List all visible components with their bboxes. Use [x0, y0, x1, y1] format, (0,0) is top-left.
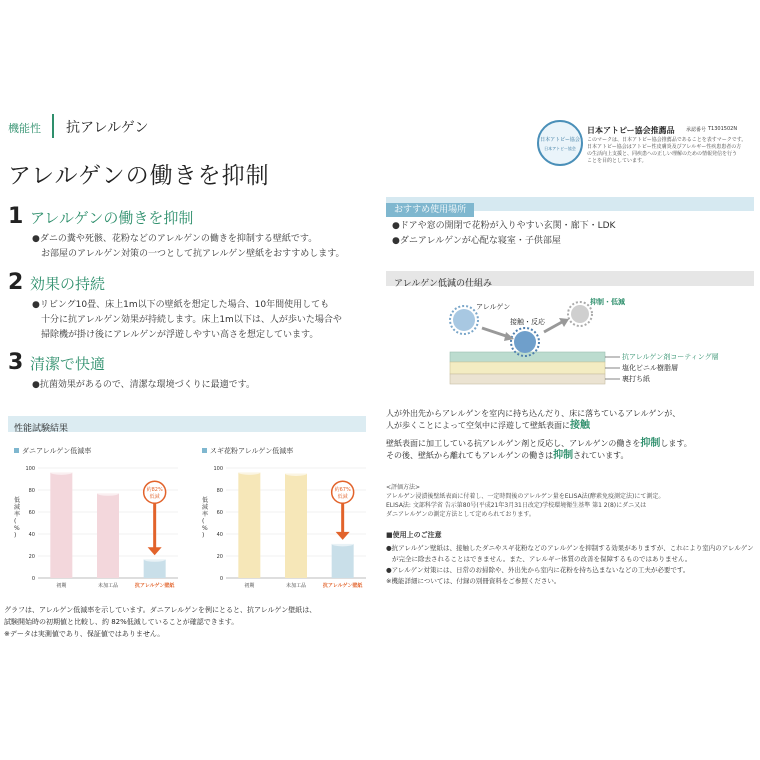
chart-bar: [285, 474, 307, 579]
feature-2: [8, 270, 378, 340]
y-tick-label: 0: [31, 576, 35, 582]
page-subtitle: 抗アレルゲン: [66, 120, 149, 136]
coating-layer: [450, 352, 605, 362]
release-arrow: [544, 322, 562, 332]
recommended-header-label: おすすめ使用場所: [386, 203, 474, 217]
y-axis-label-char: (: [14, 518, 17, 525]
x-tick-label: 初期: [244, 583, 255, 589]
mechanism-diagram: [420, 292, 760, 392]
x-tick-label: 未加工品: [97, 583, 119, 589]
atopy-description: [587, 137, 757, 165]
backing-layer-label: 裏打ち紙: [622, 375, 650, 383]
atopy-desc-line: の生活向上支援と、同疾患への正しい理解のための情報発信を行う: [587, 151, 738, 157]
chart-bar: [97, 493, 119, 578]
explanation-line: [386, 438, 758, 450]
y-axis-label-char: ): [202, 532, 205, 539]
approach-arrow: [482, 328, 506, 336]
backing-layer: [450, 374, 605, 384]
mechanism-header: [386, 271, 754, 289]
recommended-item: ●ダニアレルゲンが心配な寝室・子供部屋: [392, 236, 561, 246]
note-line: グラフは、アレルゲン低減率を示しています。ダニアレルゲンを例にとると、抗アレルゲン壁紙は、: [4, 606, 317, 614]
y-axis-label-char: 低: [14, 497, 21, 504]
atopy-reg-label: 承認番号: [686, 127, 707, 133]
chart-bar-cap: [238, 470, 260, 475]
feature-text: ●リビング10畳、床上1m以下の壁紙を想定した場合、10年間使用しても: [32, 300, 330, 310]
recommended-header: [386, 197, 754, 215]
evaluation-method: [386, 483, 758, 519]
feature-title: 効果の持続: [30, 275, 106, 293]
page-title: アレルゲンの働きを抑制: [8, 163, 270, 189]
explanation-line: 人が外出先からアレルゲンを室内に持ち込んだり、床に落ちているアレルゲンが、: [386, 409, 681, 418]
y-tick-label: 80: [216, 488, 223, 494]
atopy-seal-text: 日本アトピー協会: [540, 137, 580, 143]
y-axis-label-char: 低: [202, 497, 209, 504]
y-tick-label: 100: [25, 466, 35, 472]
chart-bar: [144, 559, 166, 578]
chart-bar-cap: [285, 471, 307, 476]
test-results-notes: [4, 604, 376, 640]
caution-title: ■使用上のご注意: [386, 531, 442, 539]
atopy-title: 日本アトピー協会推薦品: [587, 126, 675, 135]
x-tick-label: 初期: [56, 583, 67, 589]
mechanism-explanation: [386, 408, 758, 462]
explanation-text: 壁紙表面に加工している抗アレルゲン剤と反応し、アレルゲンの働きを: [386, 439, 641, 448]
pvc-layer-label: 塩化ビニル樹脂層: [622, 364, 678, 372]
allergen-icon: [450, 306, 478, 334]
explanation-text: 人が歩くことによって空気中に浮遊して壁紙表面に: [386, 421, 570, 430]
feature-title: アレルゲンの働きを抑制: [30, 209, 194, 227]
highlight-suppress: 抑制: [553, 450, 574, 461]
explanation-line: [386, 420, 758, 432]
chart-bar-cap: [50, 470, 72, 475]
chart-bar-cap: [332, 541, 354, 546]
reduction-arrow-head: [148, 547, 162, 555]
caution-line: ※機能詳細については、付録の別冊資料をご参照ください。: [386, 577, 561, 585]
caution-line: ●抗アレルゲン壁紙は、接触したダニやスギ花粉などのアレルゲンを抑制する効果がありますが、これにより室内のアレルゲン: [386, 544, 754, 552]
reduction-badge-value: 約67%: [334, 487, 351, 494]
contact-label: 接触・反応: [510, 318, 545, 326]
atopy-desc-line: このマークは、日本アトピー協会推薦品であることを表すマークです。: [587, 137, 747, 143]
atopy-desc-line: 日本アトピー協会はアトピー性皮膚炎及びアレルギー性疾患患者の方: [587, 144, 742, 150]
feature-text: ●抗菌効果があるので、清潔な環境づくりに最適です。: [32, 380, 255, 390]
caution-line: ●アレルゲン対策には、日常のお掃除や、外出先から室内に花粉を持ち込まないなどの工夫が必要です。: [386, 566, 690, 574]
evaluation-line: アレルゲン浸漬後壁紙表面に付着し、一定時間後のアレルゲン量をELISA法(酵素免疫測定法)にて測定。: [386, 493, 665, 500]
feature-text: ●ダニの糞や死骸、花粉などのアレルゲンの働きを抑制する壁紙です。: [32, 234, 318, 244]
dust-mite-allergen-chart: [8, 440, 188, 600]
reduction-arrow-head: [336, 532, 350, 540]
evaluation-title: <評価方法>: [386, 484, 421, 491]
explanation-text: します。: [660, 439, 692, 448]
chart-bar: [50, 472, 72, 578]
feature-number: 3: [8, 350, 24, 375]
x-tick-label: 抗アレルゲン壁紙: [322, 583, 363, 589]
reduction-badge-suffix: 低減: [149, 494, 160, 501]
cedar-pollen-allergen-chart: [196, 440, 376, 600]
category-label: 機能性: [8, 122, 41, 135]
feature-number: 1: [8, 204, 24, 229]
y-axis-label-char: (: [202, 518, 205, 525]
recommended-item: ●ドアや窓の開閉で花粉が入りやすい玄関・廊下・LDK: [392, 221, 616, 231]
y-axis-label-char: 率: [202, 511, 209, 518]
allergen-label: アレルゲン: [476, 303, 511, 311]
feature-3: [8, 350, 378, 390]
highlight-contact: 接触: [570, 420, 590, 431]
suppress-label: 抑制・低減: [590, 298, 625, 306]
atopy-reg-no: T1301502N: [708, 126, 738, 132]
y-tick-label: 40: [28, 532, 35, 538]
chart-title: スギ花粉アレルゲン低減率: [210, 447, 294, 455]
chart-legend-swatch: [14, 448, 19, 453]
atopy-desc-line: ことを目的としています。: [587, 158, 647, 164]
explanation-text: その後、壁紙から離れてもアレルゲンの働きは: [386, 451, 554, 460]
chart-bar-cap: [97, 491, 119, 496]
y-tick-label: 80: [28, 488, 35, 494]
chart-bar-cap: [144, 557, 166, 562]
test-results-header-label: 性能試験結果: [14, 424, 69, 434]
y-axis-label-char: %: [14, 525, 20, 532]
test-results-header: [8, 416, 366, 432]
atopy-seal-text-bottom: 日本アトピー協会: [544, 146, 576, 151]
feature-number: 2: [8, 270, 24, 295]
evaluation-line: ダニアレルゲンの測定方法として定められております。: [386, 511, 535, 518]
highlight-suppress: 抑制: [640, 438, 661, 449]
x-tick-label: 抗アレルゲン壁紙: [134, 583, 175, 589]
atopy-seal: [537, 120, 583, 166]
explanation-text: されています。: [573, 451, 629, 460]
reduction-badge-suffix: 低減: [337, 494, 348, 501]
header-divider: [52, 114, 54, 138]
feature-1: [8, 204, 378, 259]
y-tick-label: 60: [216, 510, 223, 516]
note-line: 試験開始時の初期値と比較し、約 82%低減していることが確認できます。: [4, 618, 239, 626]
pvc-layer: [450, 362, 605, 374]
y-axis-label-char: ): [14, 532, 17, 539]
y-tick-label: 100: [213, 466, 223, 472]
y-tick-label: 20: [28, 554, 35, 560]
y-tick-label: 20: [216, 554, 223, 560]
coating-layer-label: 抗アレルゲン剤コーティング層: [622, 353, 719, 361]
feature-text: 掃除機が掛け後にアレルゲンが浮遊しやすい高さを想定しています。: [41, 330, 319, 340]
chart-bar: [238, 472, 260, 578]
feature-text: お部屋のアレルゲン対策の一つとして抗アレルゲン壁紙をおすすめします。: [41, 249, 345, 259]
reduction-badge-value: 約82%: [146, 487, 163, 494]
note-line: ※データは実測値であり、保証値ではありません。: [4, 630, 165, 638]
feature-text: 十分に抗アレルゲン効果が持続します。床上1m以下は、人が歩いた場合や: [41, 315, 342, 325]
y-axis-label-char: %: [202, 525, 208, 532]
y-tick-label: 0: [219, 576, 223, 582]
mechanism-header-label: アレルゲン低減の仕組み: [394, 279, 493, 289]
chart-bar: [332, 544, 354, 578]
feature-title: 清潔で快適: [30, 355, 106, 373]
explanation-line: [386, 450, 758, 462]
y-axis-label-char: 減: [202, 504, 209, 511]
caution-line: が完全に除去されることはできません。また、アレルギー体質の改善を保障するものではありません。: [392, 555, 692, 563]
usage-cautions: [386, 530, 758, 587]
y-tick-label: 60: [28, 510, 35, 516]
y-axis-label-char: 減: [14, 504, 21, 511]
chart-title: ダニアレルゲン低減率: [22, 447, 92, 455]
evaluation-line: ELISA法: 文部科学省 告示第80号(平成21年3月31日改定)学校環境衛生基準 第1 2(8)にダニ又は: [386, 502, 647, 509]
y-tick-label: 40: [216, 532, 223, 538]
chart-legend-swatch: [202, 448, 207, 453]
x-tick-label: 未加工品: [285, 583, 307, 589]
suppressed-allergen-icon: [568, 302, 592, 326]
y-axis-label-char: 率: [14, 511, 21, 518]
